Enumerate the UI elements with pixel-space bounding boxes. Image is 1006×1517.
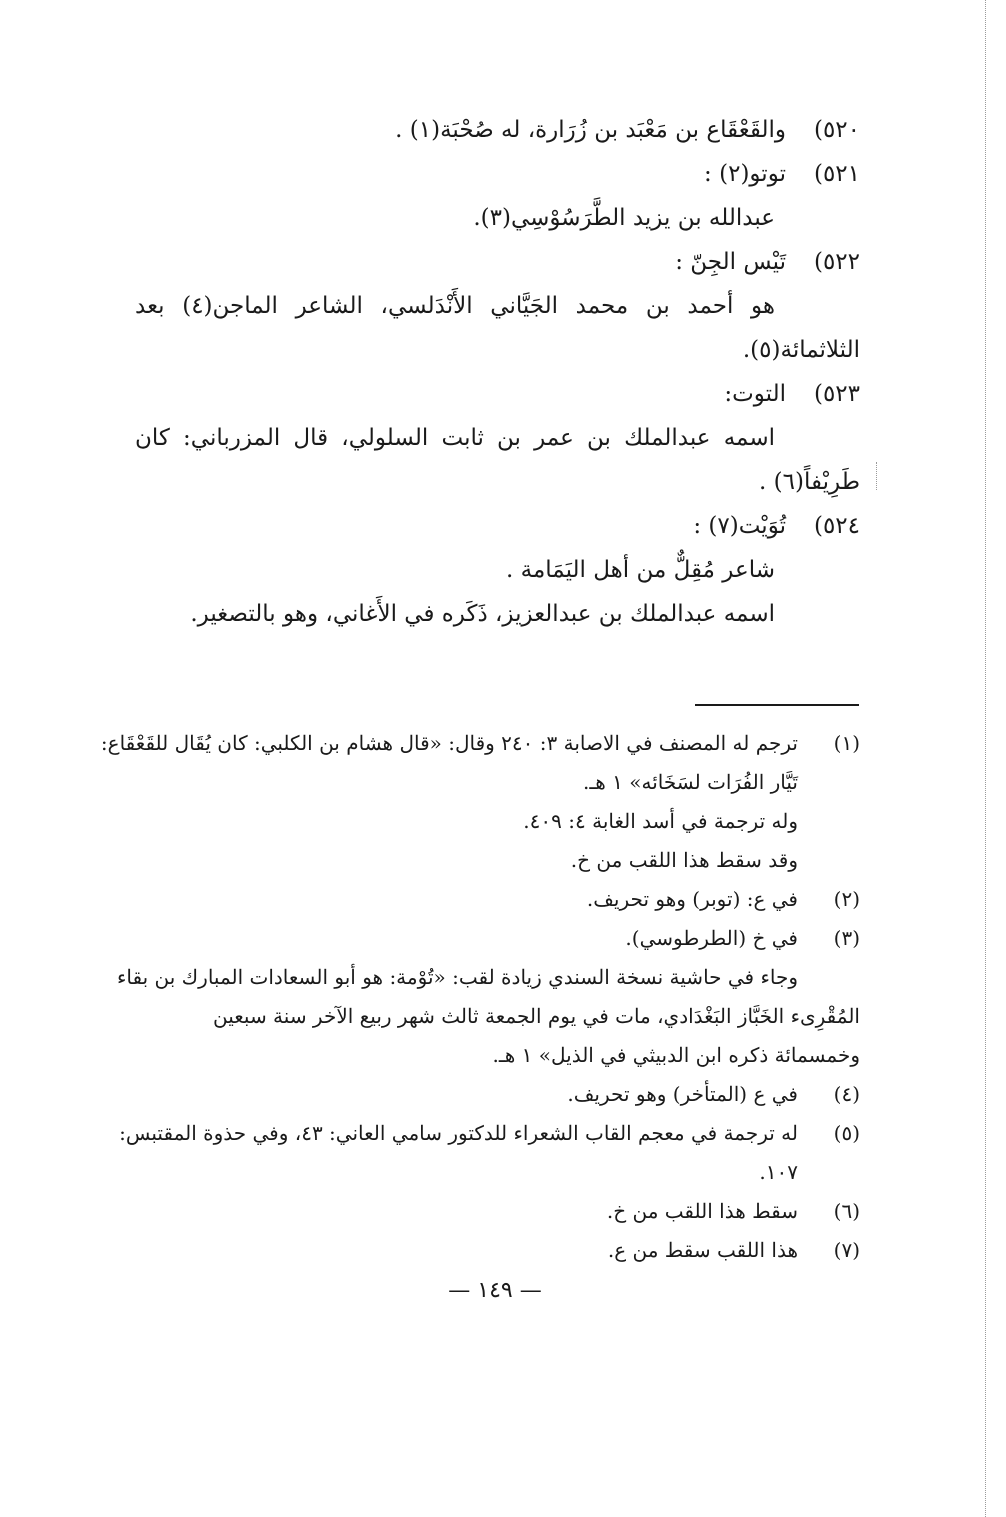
footnote-text: له ترجمة في معجم القاب الشعراء للدكتور سامي العاني: ٤٣، وفي حذوة المقتبس: bbox=[119, 1121, 798, 1145]
entry-number: ٥٢٢) bbox=[813, 249, 860, 275]
entry-body-line: اسمه عبدالملك بن عمر بن ثابت السلولي، قال المزرباني: كان bbox=[135, 425, 775, 451]
footnote-3 bbox=[135, 919, 860, 958]
footnote-line: وله ترجمة في أسد الغابة ٤: ٤٠٩. bbox=[523, 809, 798, 833]
entry-body-line: هو أحمد بن محمد الجَيَّاني الأَنْدَلسي، الشاعر الماجن(٤) بعد bbox=[135, 293, 776, 319]
main-text bbox=[135, 108, 860, 636]
footnote-text: هذا اللقب سقط من ع. bbox=[607, 1238, 798, 1262]
footnote-line: تَيَّار الفُرَات لسَخَائه» ١ هـ. bbox=[583, 770, 798, 794]
entry-523 bbox=[135, 372, 860, 416]
footnote-text: في خ (الطرطوسي). bbox=[625, 926, 798, 950]
footnote-4 bbox=[135, 1075, 860, 1114]
entry-title: توتو(٢) : bbox=[704, 161, 786, 187]
footnote-number: (٧) bbox=[833, 1238, 860, 1262]
footnote-line: وخمسمائة ذكره ابن الدبيثي في الذيل» ١ هـ. bbox=[492, 1043, 860, 1067]
footnote-line: وجاء في حاشية نسخة السندي زيادة لقب: «تُوْمة: هو أبو السعادات المبارك بن بقاء bbox=[116, 965, 798, 989]
entry-520 bbox=[135, 108, 860, 152]
entry-body-line: عبدالله بن يزيد الطَّرَسُوْسِي(٣). bbox=[473, 205, 775, 231]
footnote-number: (٤) bbox=[833, 1082, 860, 1106]
footnote-number: (١) bbox=[833, 731, 860, 755]
footnote-line: وقد سقط هذا اللقب من خ. bbox=[570, 848, 798, 872]
entry-number: ٥٢٣) bbox=[813, 381, 860, 407]
footnote-5 bbox=[119, 1114, 860, 1153]
entry-body-line: طَرِيْفاً(٦) . bbox=[759, 469, 860, 495]
entry-524 bbox=[135, 504, 860, 548]
entry-number: ٥٢٠) bbox=[813, 117, 860, 143]
scan-edge-line bbox=[985, 0, 986, 1517]
footnote-7 bbox=[135, 1231, 860, 1270]
entry-number: ٥٢١) bbox=[813, 161, 860, 187]
entry-title: والقَعْقَاع بن مَعْبَد بن زُرَارة، له صُحْبَة(١) . bbox=[395, 117, 786, 143]
entry-title: تُوَيْت(٧) : bbox=[693, 513, 786, 539]
footnote-line: المُقْرِىء الخَبَّاز البَغْدَادي، مات في يوم الجمعة ثالث شهر ربيع الآخر سنة سبعين bbox=[213, 1004, 860, 1028]
footnote-text: ترجم له المصنف في الاصابة ٣: ٢٤٠ وقال: «قال هشام بن الكلبي: كان يُقَال للقَعْقَاع: bbox=[100, 731, 798, 755]
footnote-number: (٢) bbox=[833, 887, 860, 911]
footnote-separator bbox=[695, 704, 859, 706]
footnote-text: في ع (المتأخر) وهو تحريف. bbox=[567, 1082, 798, 1106]
page-number: — ١٤٩ — bbox=[448, 1278, 542, 1303]
footnote-6 bbox=[135, 1192, 860, 1231]
entry-521 bbox=[135, 152, 860, 196]
footnote-2 bbox=[135, 880, 860, 919]
entry-title: تَيْس الجِنّ : bbox=[675, 249, 786, 275]
footnote-number: (٥) bbox=[833, 1121, 860, 1145]
entry-body-line: الثلاثمائة(٥). bbox=[742, 337, 860, 363]
footnote-line: ١٠٧. bbox=[759, 1160, 798, 1184]
entry-title: التوت: bbox=[724, 381, 786, 407]
entry-522 bbox=[135, 240, 860, 284]
footnote-text: سقط هذا اللقب من خ. bbox=[606, 1199, 798, 1223]
footnotes bbox=[100, 724, 860, 1270]
footnote-text: في ع: (توبر) وهو تحريف. bbox=[586, 887, 798, 911]
footnote-1 bbox=[100, 724, 860, 763]
entry-body-line: شاعر مُقِلٌّ من أهل اليَمَامة . bbox=[506, 557, 775, 583]
footnote-number: (٣) bbox=[833, 926, 860, 950]
scan-mark bbox=[876, 462, 877, 490]
entry-number: ٥٢٤) bbox=[813, 513, 860, 539]
footnote-number: (٦) bbox=[833, 1199, 860, 1223]
entry-body-line: اسمه عبدالملك بن عبدالعزيز، ذَكَره في الأَغاني، وهو بالتصغير. bbox=[190, 601, 775, 627]
